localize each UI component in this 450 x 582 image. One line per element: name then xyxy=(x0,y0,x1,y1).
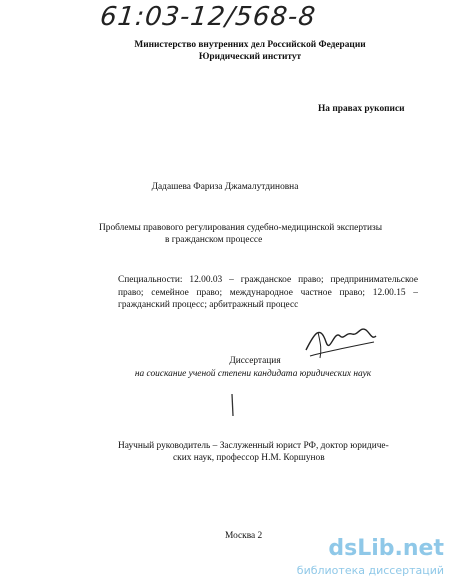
city-year: Москва 2 xyxy=(225,531,263,541)
author-name: Дадашева Фариза Джамалутдиновна xyxy=(151,182,299,192)
supervisor-line-2: ских наук, профессор Н.М. Коршунов xyxy=(173,453,325,463)
ministry-name: Министерство внутренних дел Российской Федерации xyxy=(134,40,366,50)
dslib-watermark xyxy=(296,536,450,582)
institute-name: Юридический институт xyxy=(198,52,302,62)
pen-mark xyxy=(228,393,238,417)
handwritten-catalog-code: 61:03-12/568-8 xyxy=(98,2,318,32)
watermark-logo: dsLib.net xyxy=(328,536,444,561)
specialties: Специальности: 12.00.03 – гражданское право; предпринимательское право; семейное право; международное частное право; 12.00.15 – гражданский процесс; арбитражный процесс xyxy=(118,275,418,310)
document-type: Диссертация xyxy=(229,356,281,366)
thesis-title-line-2: в гражданском процессе xyxy=(165,235,263,245)
degree-line: на соискание ученой степени кандидата юридических наук xyxy=(134,369,372,379)
thesis-title-line-1: Проблемы правового регулирования судебно-медицинской экспертизы xyxy=(99,223,383,233)
watermark-subtitle: библиотека диссертаций xyxy=(296,564,444,577)
supervisor-line-1: Научный руководитель – Заслуженный юрист РФ, доктор юридиче- xyxy=(118,441,389,451)
rights-note: На правах рукописи xyxy=(318,104,405,114)
